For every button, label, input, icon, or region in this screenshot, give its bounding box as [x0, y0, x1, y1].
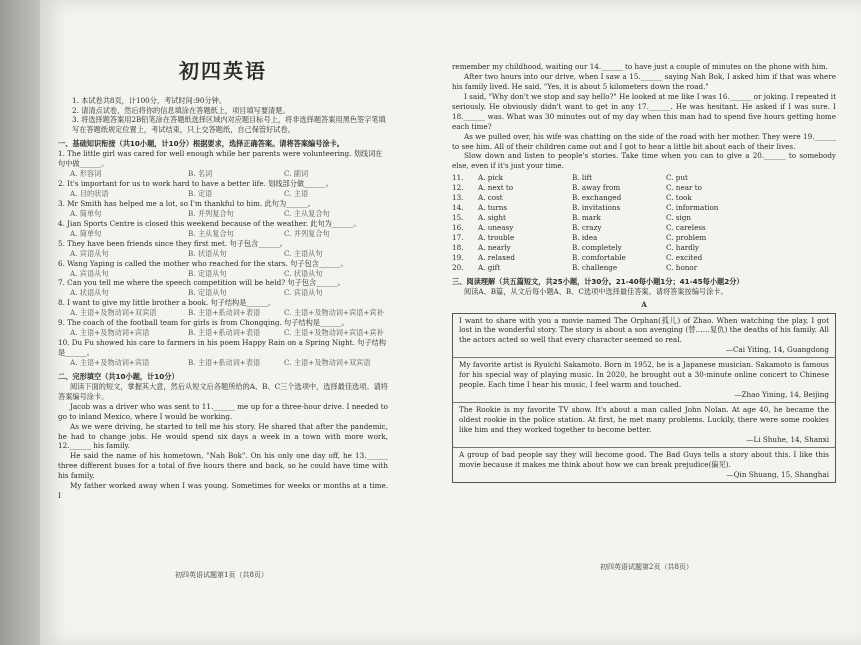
question-options — [58, 209, 388, 219]
option: C. 主语+及物动词+宾语+宾补 — [284, 308, 384, 318]
option: A. gift — [478, 262, 501, 272]
entry-signature: —Zhao Yining, 14, Beijing — [734, 390, 829, 400]
section3-title: 三、阅读理解（共五篇短文，共25小题，计30分。21-40每小题1分；41-45每小题2分） — [452, 276, 744, 286]
option: A. 状语从句 — [70, 288, 109, 298]
passage-paragraph: As we pulled over, his wife was chatting on the side of the road with her mother. They were 19.______ to see him. All of their children came out and I got to hear a little bit about each of their lives. — [452, 131, 836, 151]
option: B. invitations — [572, 203, 621, 213]
option-number: 12. — [452, 183, 464, 193]
passage-paragraph: My father worked away when I was young. Sometimes for weeks or months at a time. I — [58, 481, 388, 501]
option: B. completely — [572, 242, 622, 252]
option: C. 副词 — [284, 169, 309, 179]
question-stem: 9. The coach of the football team for girls is from Chongqing. 句子结构是______。 — [58, 318, 349, 328]
option: B. 主从复合句 — [188, 228, 234, 238]
entry-signature: —Cai Yiting, 14, Guangdong — [725, 345, 829, 355]
option: A. 形容词 — [70, 169, 102, 179]
option: B. away from — [572, 183, 621, 193]
option: A. uneasy — [478, 223, 514, 232]
left-page — [58, 0, 388, 501]
entry-text: A group of bad people say they will become good. The Bad Guys tells a story about this. I like this movie because it makes me think about how we can break prejudice(偏见). — [459, 449, 829, 469]
option: C. 主从复合句 — [284, 208, 330, 218]
passage-paragraph: After two hours into our drive, when I saw a 15.______ saying Nah Bok, I asked him if that was where his family lived. He said, "Yes, it is about 5 kilometers down the road." — [452, 71, 836, 91]
option: A. trouble — [478, 232, 515, 242]
option: B. idea — [572, 232, 598, 242]
recommendation-entry — [453, 448, 835, 482]
option: A. 宾语从句 — [70, 248, 109, 258]
passage-a-label: A — [641, 299, 647, 309]
option: C. put — [666, 173, 688, 183]
option-number: 17. — [452, 232, 464, 242]
option-number: 15. — [452, 213, 464, 223]
recommendation-entry — [453, 403, 835, 448]
option: B. 并列复合句 — [188, 208, 234, 218]
option-number: 16. — [452, 223, 464, 232]
passage-a-box — [452, 313, 836, 483]
question-stem: 6. Wang Yaping is called the mother who reached for the stars. 句子包含______。 — [58, 258, 348, 268]
passage-paragraph: As we were driving, he started to tell me his story. He shared that after the pandemic, he had to change jobs. He would spend six days a week in a town with more work, 12.______ his family. — [58, 421, 388, 451]
option-number: 20. — [452, 262, 464, 272]
option: A. relaxed — [478, 252, 515, 262]
option: C. hardly — [666, 242, 700, 252]
option: A. turns — [478, 203, 508, 213]
option: B. 定语从句 — [188, 268, 227, 278]
option: A. 主语+及物动词+宾语 — [70, 357, 150, 367]
section1-questions — [58, 149, 388, 368]
option: C. 状语从句 — [284, 268, 323, 278]
question-stem: 2. It's important for us to work hard to have a better life. 划线部分做______。 — [58, 179, 333, 189]
option: A. 主语+及物动词+宾语 — [70, 328, 150, 338]
option: C. sign — [666, 213, 692, 223]
right-page — [452, 0, 836, 483]
option: C. careless — [666, 223, 706, 232]
option: C. 并列复合句 — [284, 228, 330, 238]
entry-signature: —Li Shuhe, 14, Shanxi — [746, 434, 829, 444]
passage-paragraph: Slow down and listen to people's stories. Take time when you can to give a 20.______ to somebody else, even if it's just your time. — [452, 151, 836, 171]
option: B. 状语从句 — [188, 248, 227, 258]
option: B. lift — [572, 173, 592, 183]
option: B. 主语+系动词+表语 — [188, 357, 261, 367]
instructions — [58, 96, 388, 136]
section1-title: 一、基础知识衔接（共10小题，计10分）根据要求，选择正确答案。请将答案编号涂卡。 — [58, 139, 344, 149]
question-options — [58, 249, 388, 259]
option: B. 名词 — [188, 169, 213, 179]
option: A. 简单句 — [70, 208, 102, 218]
right-footer: 初四英语试题第2页（共8页） — [600, 563, 693, 571]
recommendation-entry — [453, 358, 835, 403]
option: B. 主语+系动词+表语 — [188, 328, 261, 338]
option-number: 19. — [452, 252, 464, 262]
instruction-line: 1. 本试卷共8页，计100分，考试时间:90分钟。 — [72, 95, 227, 105]
option: C. 宾语从句 — [284, 288, 323, 298]
question-stem: 10. Du Fu showed his care to farmers in his poem Happy Rain on a Spring Night. 句子结构是______。 — [58, 338, 386, 358]
option: A. cost — [478, 193, 503, 203]
passage-paragraph: He said the name of his hometown, "Nah Bok". On his only one day off, he 13.______ three different buses for a total of five hours there and back, so he could have time with his family. — [58, 451, 388, 481]
option: A. pick — [478, 173, 504, 183]
option: A. nearly — [478, 242, 511, 252]
cloze-options-table — [452, 173, 836, 272]
question-stem: 4. Jian Sports Centre is closed this weekend because of the weather. 此句为______。 — [58, 218, 361, 228]
page-title: 初四英语 — [179, 59, 267, 83]
option: B. 定语 — [188, 189, 213, 199]
option: C. excited — [666, 252, 703, 262]
option: A. 主语+及物动词+双宾语 — [70, 308, 157, 318]
option: A. 简单句 — [70, 228, 102, 238]
question-options — [58, 269, 388, 279]
question-options — [58, 229, 388, 239]
recommendation-entry — [453, 314, 835, 359]
section3-intro: 阅读A、B篇，从文后每小题A、B、C选项中选择最佳答案。请将答案按编号涂卡。 — [464, 286, 728, 296]
question-options — [58, 169, 388, 179]
option: C. 主语 — [284, 189, 309, 199]
option: B. comfortable — [572, 252, 626, 262]
question-stem: 7. Can you tell me where the speech competition will be held? 句子包含______。 — [58, 278, 345, 288]
option: C. 主语从句 — [284, 248, 323, 258]
question-stem: 5. They have been friends since they first met. 句子包含______。 — [58, 238, 287, 248]
option: B. exchanged — [572, 193, 622, 203]
option: B. crazy — [572, 223, 602, 232]
option-number: 14. — [452, 203, 464, 213]
passage-paragraph: I said, "Why don't we stop and say hello?" He looked at me like I was 16.______ or joking. I repeated it seriously. He obviously didn't want to get in any 17.______. He was hesitant. He asked if I was sure. I 18.______ was. What was 30 minutes out of my day when this man had to spend five hours getting home each time? — [452, 91, 836, 131]
entry-text: The Rookie is my favorite TV show. It's about a man called John Nolan. At age 40, he became the oldest rookie in the police station. At first, he met many problems. Luckily, there were some rookies like him and they worked together to become better. — [459, 405, 829, 434]
option: C. took — [666, 193, 692, 203]
entry-signature: —Qin Shuang, 15, Shanghai — [726, 469, 829, 479]
question-options — [58, 308, 388, 318]
section2-title: 二、完形填空（共10小题，计10分） — [58, 371, 179, 381]
option-number: 11. — [452, 173, 464, 183]
option: C. 主语+及物动词+宾语+宾补 — [284, 328, 384, 338]
passage-paragraph: Jacob was a driver who was sent to 11.______ me up for a three-hour drive. I needed to go to inland Mexico, where I would be working. — [58, 401, 388, 421]
option: C. honor — [666, 262, 698, 272]
question-options — [58, 358, 388, 368]
option: A. next to — [478, 183, 514, 193]
option-number: 18. — [452, 242, 464, 252]
option: B. 定语从句 — [188, 288, 227, 298]
option: C. information — [666, 203, 719, 213]
option: C. 主语+及物动词+双宾语 — [284, 357, 371, 367]
option: B. 主语+系动词+表语 — [188, 308, 261, 318]
passage-paragraph: remember my childhood, waiting our 14.______ to have just a couple of minutes on the phone with him. — [452, 62, 828, 71]
option: B. mark — [572, 213, 601, 223]
option: A. 宾语从句 — [70, 268, 109, 278]
entry-text: My favorite artist is Ryuichi Sakamoto. Born in 1952, he is a Japanese musician. Sakamoto is famous for his special way of playing music. In 2020, he brought out a 30-minute online concert to Chinese people. Each time I hear his music, I feel warm and touched. — [459, 360, 829, 390]
question-options — [58, 189, 388, 199]
question-stem: 3. Mr Smith has helped me a lot, so I'm thankful to him. 此句为______。 — [58, 198, 315, 208]
option: A. 目的状语 — [70, 189, 109, 199]
option: C. near to — [666, 183, 702, 193]
instruction-line: 2. 请清点试卷，然后将你的信息填涂在答题纸上，项目填写要清楚。 — [72, 105, 290, 115]
question-stem: 1. The little girl was cared for well enough while her parents were volunteering. 划线词在句中做______。 — [58, 149, 383, 169]
entry-text: I want to share with you a movie named The Orphan(孤儿) of Zhao. When watching the play, I got lost in the wonderful story. The story is about a son avenging (替……复仇) the deaths of his family. All the actors acted so well that every character seemed so real. — [459, 315, 829, 345]
option: A. sight — [478, 213, 506, 223]
section2-intro: 阅读下面的短文，掌握其大意，然后从短文后各题所给的A、B、C三个选项中，选择最佳选项。请将答案编号涂卡。 — [58, 381, 388, 401]
option-number: 13. — [452, 193, 464, 203]
option: B. challenge — [572, 262, 618, 272]
question-options — [58, 328, 388, 338]
instruction-line: 3. 将选择题答案用2B铅笔涂在答题纸选择区域内对应题目标号上，将非选择题答案用黑色签字笔填写在答题纸规定位置上，考试结束，只上交答题纸，自己保管好试卷。 — [72, 115, 386, 135]
question-stem: 8. I want to give my little brother a book. 句子结构是______。 — [58, 298, 276, 308]
question-options — [58, 288, 388, 298]
left-footer: 初四英语试题第1页（共8页） — [175, 571, 268, 579]
option: C. problem — [666, 232, 707, 242]
